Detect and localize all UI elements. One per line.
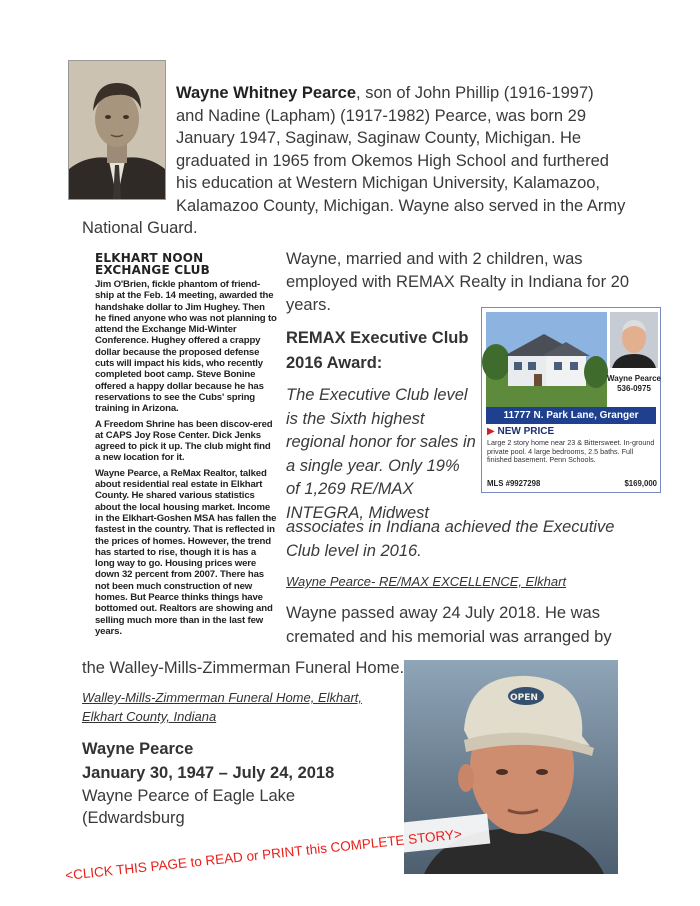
- read-story-banner[interactable]: [60, 826, 490, 884]
- obituary-dates: January 30, 1947 – July 24, 2018: [82, 764, 335, 782]
- banner-text: <CLICK THIS PAGE to READ or PRINT this COMPLETE STORY>: [64, 826, 463, 884]
- award-quote: [286, 384, 486, 525]
- bio-line4: graduated in 1965 from Okemos High School and furthered: [176, 151, 609, 170]
- obituary-intro: Wayne Pearce of Eagle Lake (Edwardsburg: [82, 787, 296, 827]
- award-quote-line: associates in Indiana achieved the Executive: [286, 518, 615, 536]
- agent-phone: 536-0975: [617, 384, 651, 393]
- listing-price: $169,000: [624, 479, 657, 488]
- career-line1: Wayne, married and with 2 children, was: [286, 250, 583, 268]
- award-quote-line: of 1,269 RE/MAX: [286, 480, 414, 498]
- clipping-title-1: ELKHART NOON: [95, 251, 204, 265]
- bio-line5: his education at Western Michigan University, Kalamazoo,: [176, 174, 601, 192]
- obituary-name: Wayne Pearce: [82, 740, 194, 758]
- bio-line1: , son of John Phillip (1916-1997): [356, 84, 594, 102]
- listing-address: 11777 N. Park Lane, Granger: [486, 407, 656, 424]
- award-quote-line: a single year. Only 19%: [286, 456, 460, 475]
- funeral-link-line1: Walley-Mills-Zimmerman Funeral Home, Elkhart,: [82, 690, 363, 705]
- award-quote-line: INTEGRA, Midwest: [286, 503, 430, 522]
- death-line2: cremated and his memorial was arranged by: [286, 627, 612, 646]
- bio-name: Wayne Whitney Pearce: [176, 84, 357, 102]
- cap-text: OPEN: [510, 693, 538, 703]
- house-photo: [486, 312, 607, 407]
- death-line3: the Walley-Mills-Zimmerman Funeral Home.: [82, 659, 405, 677]
- bio-line2: and Nadine (Lapham) (1917-1982) Pearce, was born 29: [176, 106, 587, 125]
- listing-description: Large 2 story home near 23 & Bittersweet. In-ground private pool. 4 large bedrooms, 2.5 baths. Full finished basement. Penn Schools.: [487, 438, 655, 465]
- listing-card: [481, 307, 661, 493]
- award-heading-1: REMAX Executive Club: [286, 329, 469, 347]
- bio-line6: Kalamazoo County, Michigan. Wayne also served in the Army: [176, 196, 626, 215]
- award-quote-tail: [286, 516, 686, 563]
- award-quote-line: The Executive Club level: [286, 386, 468, 404]
- bio-line3: January 1947, Saginaw, Saginaw County, Michigan. He: [176, 129, 582, 147]
- award-quote-line: is the Sixth highest: [286, 409, 425, 428]
- listing-footer: [487, 479, 657, 488]
- death-line1: Wayne passed away 24 July 2018. He was: [286, 604, 600, 622]
- clipping-paragraph: A Freedom Shrine has been discov-ered at CAPS Joy Rose Center. Dick Jenks agreed to pick it up. The club might find a new location for it.: [95, 418, 273, 464]
- award-quote-line: regional honor for sales in: [286, 433, 476, 451]
- career-line2: employed with REMAX Realty in Indiana for 20: [286, 273, 630, 291]
- award-heading-2: 2016 Award:: [286, 354, 383, 372]
- career-line3: years.: [286, 296, 331, 314]
- clipping-title-2: EXCHANGE CLUB: [95, 263, 210, 277]
- obituary-header: [82, 737, 334, 785]
- award-quote-line: Club level in 2016.: [286, 541, 422, 560]
- clipping-paragraph: Jim O'Brien, fickle phantom of friend-ship at the Feb. 14 meeting, awarded the handshake dollar to Jim Hughey. Then he fined anyone who was not planning to attend the Exchange Mid-Winter Conference. Hughey offered a crappy dollar because the proposed defense cuts will impact his kids, who recently completed boot camp. Steve Bonine offered a happy dollar because he has reservations to see the Cubs' spring training in Arizona.: [95, 279, 277, 415]
- newspaper-clipping: [95, 252, 277, 641]
- agent-photo: [610, 312, 658, 368]
- bio-paragraph: [176, 82, 676, 217]
- funeral-home-link[interactable]: [82, 688, 362, 726]
- listing-mls: MLS #9927298: [487, 479, 541, 488]
- funeral-link-line2: Elkhart County, Indiana: [82, 709, 217, 724]
- new-price-label: NEW PRICE: [497, 426, 555, 437]
- award-heading: [286, 326, 468, 376]
- death-paragraph: [286, 602, 686, 649]
- arrow-right-icon: ▶: [487, 426, 495, 437]
- bio-line7: National Guard.: [82, 219, 198, 237]
- award-source-link[interactable]: Wayne Pearce- RE/MAX EXCELLENCE, Elkhart: [286, 574, 567, 589]
- agent-info: [606, 374, 662, 394]
- yearbook-photo: [68, 60, 166, 200]
- new-price-badge: [487, 426, 554, 437]
- agent-name: Wayne Pearce: [607, 374, 661, 383]
- clipping-paragraph: Wayne Pearce, a ReMax Realtor, talked about residential real estate in Elkhart County. He shared various statistics about the local housing market. Income in the Elkhart-Goshen MSA has fallen the fastest in the country. That is reflected in the prices of homes. However, the trend has started to rise, though it is has a long way to go. Housing prices were down 32 percent from 2007. There has not been much construction of new homes. But Pearce thinks things have bottomed out. Realtors are showing and selling much more than in the last few years.: [95, 467, 277, 637]
